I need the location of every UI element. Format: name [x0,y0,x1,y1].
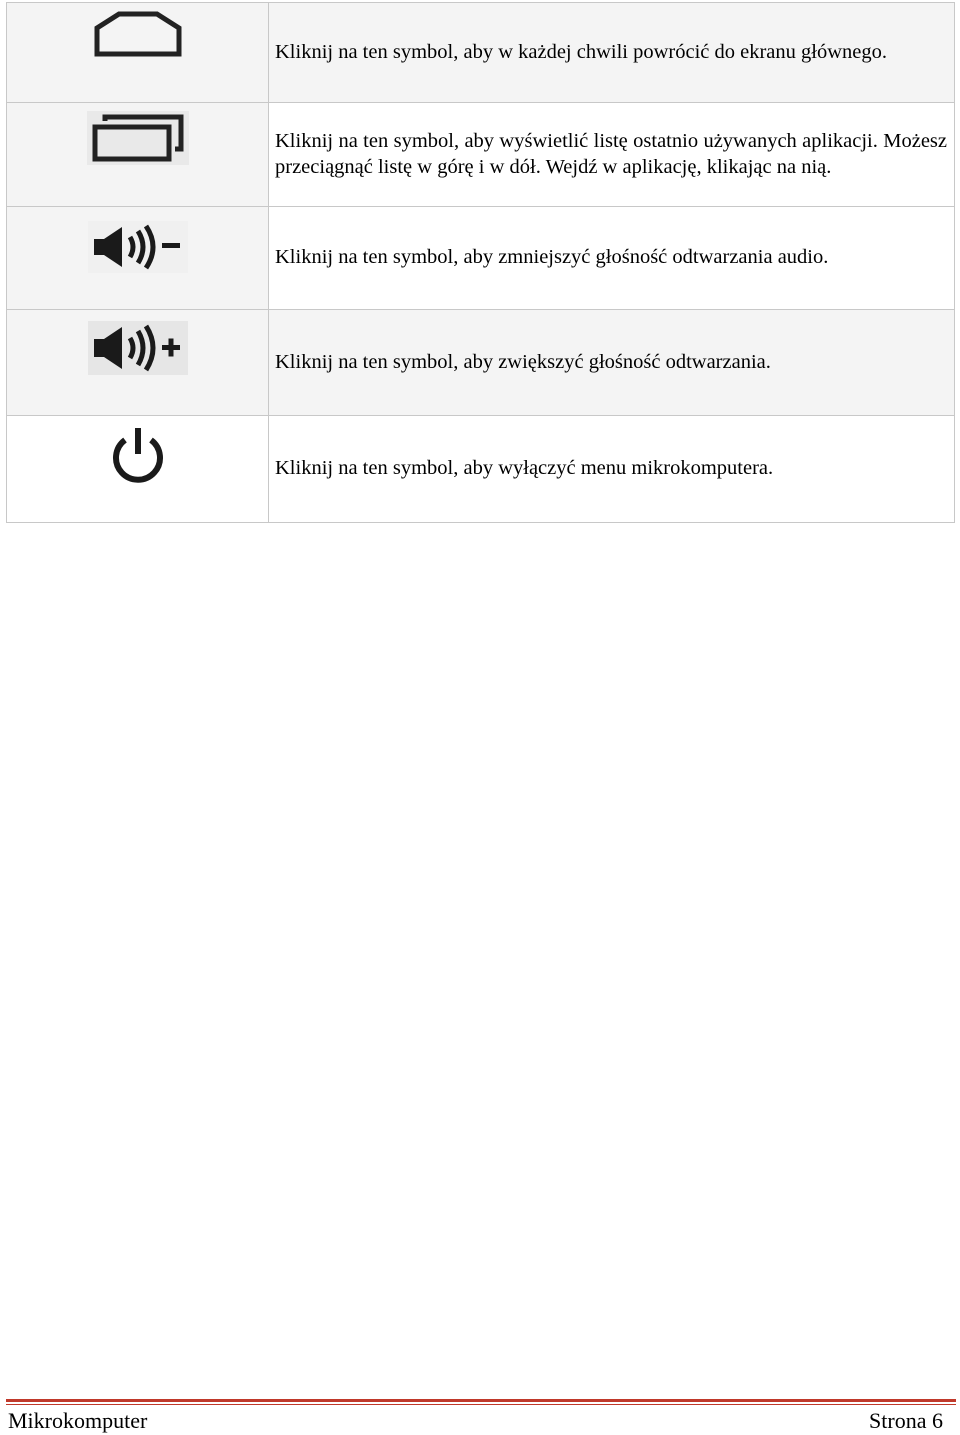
icon-cell [7,3,269,103]
row-description: Kliknij na ten symbol, aby zwiększyć głośność odtwarzania. [269,310,955,416]
icon-cell [7,310,269,416]
row-description: Kliknij na ten symbol, aby w każdej chwili powrócić do ekranu głównego. [269,3,955,103]
icon-cell [7,103,269,207]
table-row [7,103,955,207]
footer-rule-thin [6,1404,956,1405]
volume-down-icon [88,221,188,278]
row-description: Kliknij na ten symbol, aby wyłączyć menu mikrokomputera. [269,416,955,523]
table-row [7,416,955,523]
power-icon [108,426,168,486]
icon-cell [7,416,269,523]
symbol-table [6,2,955,523]
row-description: Kliknij na ten symbol, aby zmniejszyć głośność odtwarzania audio. [269,207,955,310]
recent-apps-icon [87,111,189,170]
row-description: Kliknij na ten symbol, aby wyświetlić listę ostatnio używanych aplikacji. Możesz przeciągnąć listę w górę i w dół. Wejdź w aplikację, klikając na nią. [269,103,955,207]
volume-up-icon [88,321,188,380]
table-row [7,310,955,416]
icon-cell [7,207,269,310]
page-number: Strona 6 [869,1408,943,1433]
footer-rule [6,1399,956,1402]
table-row [7,3,955,103]
home-icon [93,10,183,58]
table-row [7,207,955,310]
footer-title: Mikrokomputer [8,1408,148,1433]
